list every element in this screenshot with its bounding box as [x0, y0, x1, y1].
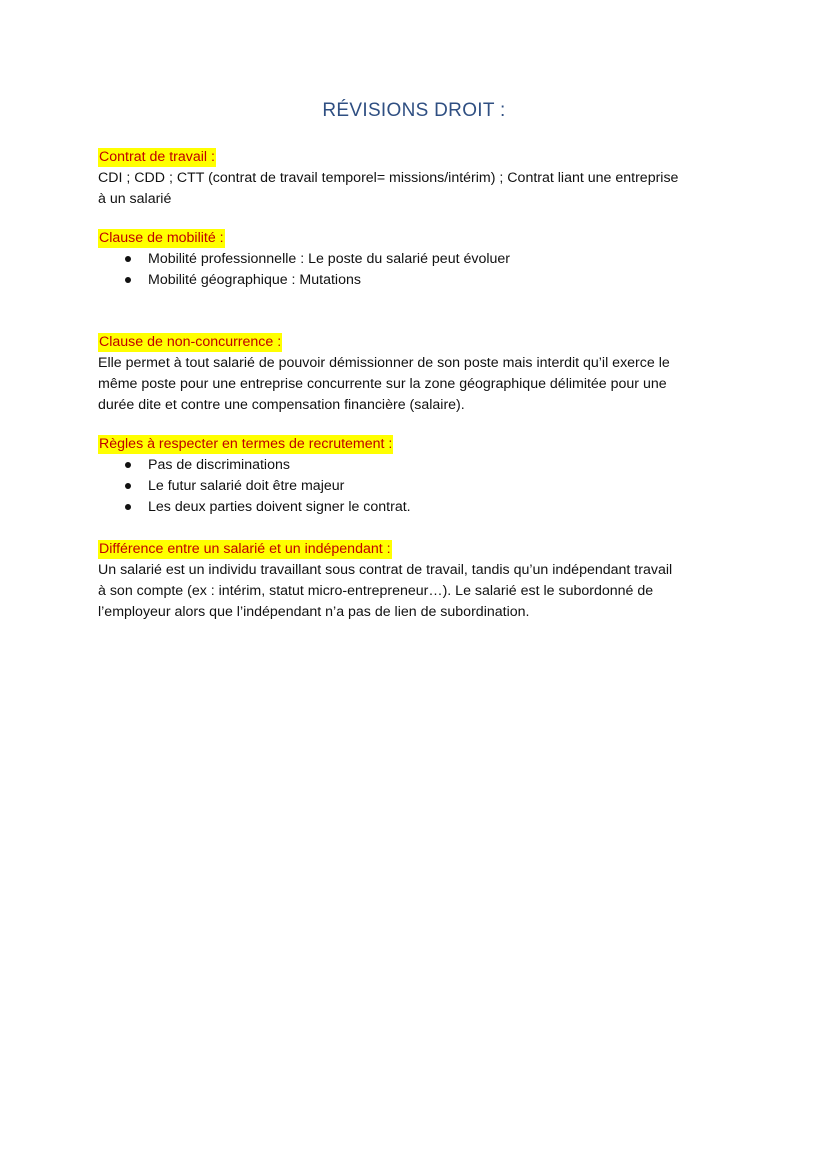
section-heading: Différence entre un salarié et un indépendant : — [99, 541, 391, 557]
paragraph-line: Elle permet à tout salarié de pouvoir démissionner de son poste mais interdit qu’il exerce le — [98, 355, 670, 371]
paragraph-line: l’employeur alors que l’indépendant n’a pas de lien de subordination. — [98, 604, 530, 620]
section-heading: Règles à respecter en termes de recrutement : — [99, 436, 393, 452]
section-salarie-vs-independant — [98, 539, 738, 623]
section-contrat-de-travail — [98, 147, 738, 210]
section-clause-de-non-concurrence — [98, 332, 738, 416]
list-item — [98, 270, 738, 291]
list-item-text: Mobilité géographique : Mutations — [148, 272, 361, 288]
paragraph-line: à son compte (ex : intérim, statut micro-entrepreneur…). Le salarié est le subordonné de — [98, 583, 654, 599]
section-heading: Clause de non-concurrence : — [99, 334, 282, 350]
paragraph-line: Un salarié est un individu travaillant sous contrat de travail, tandis qu’un indépendant travail — [98, 562, 673, 578]
paragraph-line: même poste pour une entreprise concurrente sur la zone géographique délimitée pour une — [98, 376, 667, 392]
paragraph-line: durée dite et contre une compensation financière (salaire). — [98, 397, 465, 413]
page-title: RÉVISIONS DROIT : — [322, 100, 506, 121]
list-item-text: Le futur salarié doit être majeur — [148, 478, 345, 494]
paragraph-line: à un salarié — [98, 191, 172, 207]
bullet-list — [98, 249, 738, 291]
section-heading: Clause de mobilité : — [99, 230, 224, 246]
list-item — [98, 476, 738, 497]
paragraph-line: CDI ; CDD ; CTT (contrat de travail temporel= missions/intérim) ; Contrat liant une entreprise — [98, 170, 679, 186]
section-heading: Contrat de travail : — [99, 149, 215, 165]
list-item — [98, 497, 738, 518]
bullet-list — [98, 455, 738, 518]
section-regles-recrutement — [98, 434, 738, 518]
section-clause-de-mobilite — [98, 228, 738, 291]
list-item — [98, 455, 738, 476]
bullet-icon — [125, 483, 131, 489]
list-item — [98, 249, 738, 270]
bullet-icon — [125, 462, 131, 468]
bullet-icon — [125, 256, 131, 262]
list-item-text: Mobilité professionnelle : Le poste du salarié peut évoluer — [148, 251, 511, 267]
list-item-text: Les deux parties doivent signer le contrat. — [148, 499, 411, 515]
list-item-text: Pas de discriminations — [148, 457, 290, 473]
bullet-icon — [125, 504, 131, 510]
bullet-icon — [125, 277, 131, 283]
